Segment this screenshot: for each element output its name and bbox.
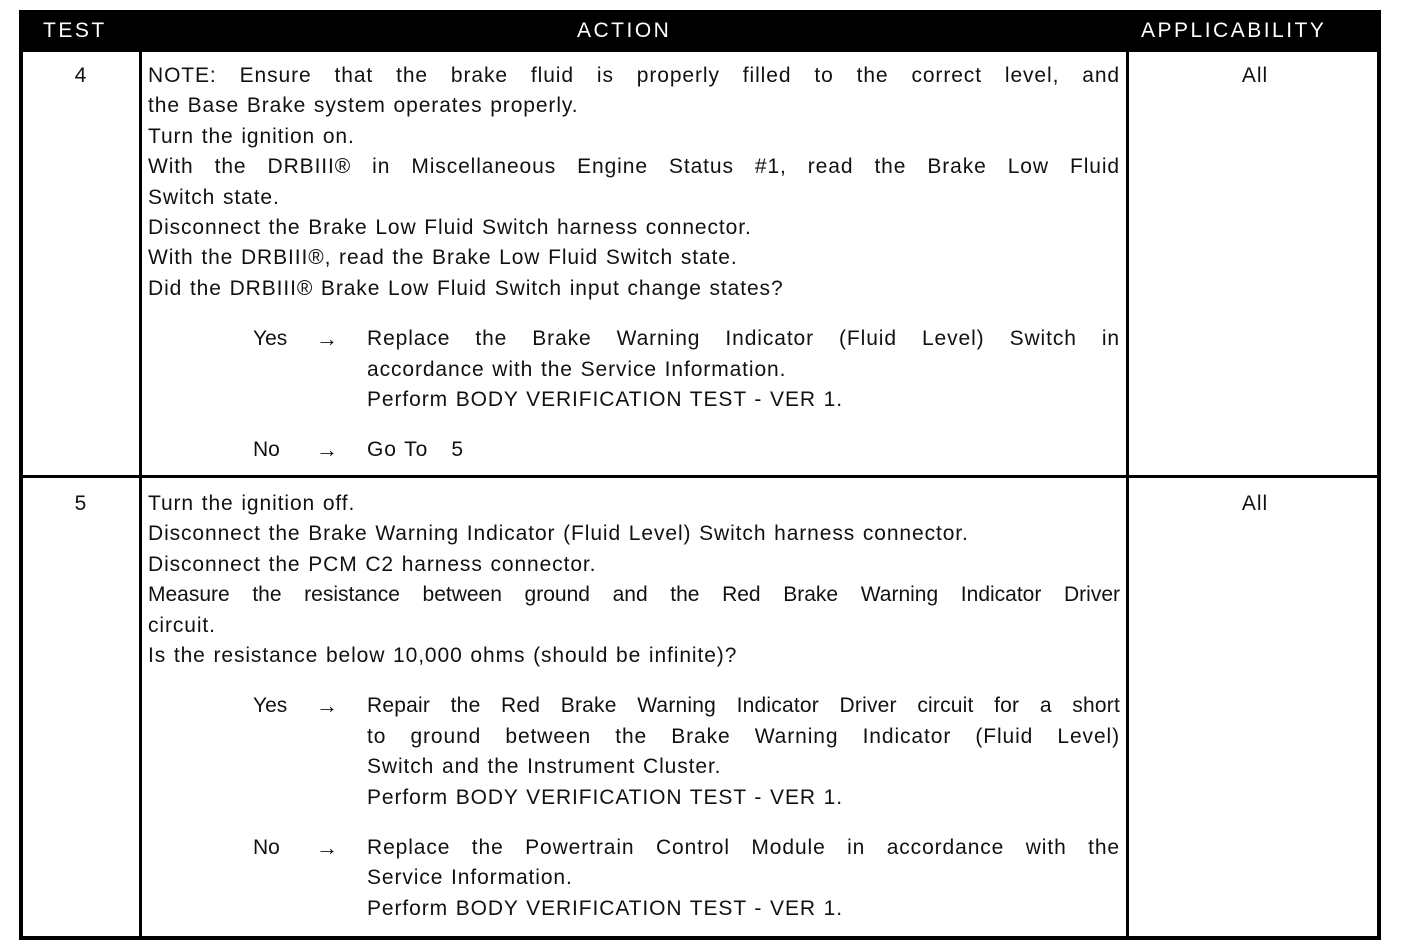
yes-label: Yes (253, 694, 288, 718)
arrow-right-icon: → (316, 326, 338, 352)
header-applicability: APPLICABILITY (1141, 19, 1327, 42)
no-label: No (253, 836, 280, 860)
yes-text (367, 691, 1120, 813)
action-line: circuit. (148, 613, 216, 637)
diagnostic-table (19, 10, 1381, 940)
answer-line: Service Information. (367, 866, 573, 890)
action-line: With the DRBIII®, read the Brake Low Fluid Switch state. (148, 246, 738, 270)
arrow-right-icon: → (316, 437, 338, 463)
yes-text (367, 324, 1120, 415)
action-line: Switch state. (148, 185, 280, 209)
action-line: Did the DRBIII® Brake Low Fluid Switch input change states? (148, 276, 784, 300)
applicability-cell: All (1241, 64, 1269, 87)
applicability-cell: All (1241, 492, 1269, 515)
header-test: TEST (43, 19, 107, 42)
action-line: Measure the resistance between ground and the Red Brake Warning Indicator Driver (148, 583, 1120, 607)
action-line: Is the resistance below 10,000 ohms (should be infinite)? (148, 644, 738, 668)
action-line: Turn the ignition off. (148, 492, 356, 515)
answer-line: Switch and the Instrument Cluster. (367, 755, 722, 779)
header-action: ACTION (577, 19, 672, 42)
arrow-right-icon: → (316, 835, 338, 861)
answer-line: to ground between the Brake Warning Indicator (Fluid Level) (367, 724, 1120, 748)
answer-line: Perform BODY VERIFICATION TEST - VER 1. (367, 388, 843, 412)
action-line: Disconnect the Brake Warning Indicator (Fluid Level) Switch harness connector. (148, 522, 969, 546)
test-number: 5 (74, 492, 88, 515)
action-line: NOTE: Ensure that the brake fluid is properly filled to the correct level, and (148, 64, 1120, 87)
no-label: No (253, 438, 280, 462)
action-line: the Base Brake system operates properly. (148, 94, 579, 118)
action-cell (148, 61, 1120, 466)
column-divider (139, 52, 142, 936)
action-line: Disconnect the Brake Low Fluid Switch harness connector. (148, 216, 752, 240)
answer-line: Replace the Powertrain Control Module in accordance with the (367, 836, 1120, 860)
yes-label: Yes (253, 327, 288, 351)
action-line: Disconnect the PCM C2 harness connector. (148, 552, 597, 576)
action-line: Turn the ignition on. (148, 124, 355, 148)
yes-answer (148, 691, 1120, 813)
answer-line: Go To 5 (367, 438, 464, 462)
no-text (367, 435, 1120, 465)
test-number: 4 (74, 64, 88, 87)
row-divider (23, 475, 1377, 478)
answer-line: accordance with the Service Information. (367, 357, 787, 381)
no-text (367, 833, 1120, 924)
answer-line: Repair the Red Brake Warning Indicator Driver circuit for a short (367, 694, 1120, 718)
answer-line: Replace the Brake Warning Indicator (Fluid Level) Switch in (367, 327, 1120, 351)
answer-line: Perform BODY VERIFICATION TEST - VER 1. (367, 785, 843, 809)
action-cell (148, 489, 1120, 924)
no-answer (148, 435, 1120, 465)
action-line: With the DRBIII® in Miscellaneous Engine Status #1, read the Brake Low Fluid (148, 155, 1120, 179)
arrow-right-icon: → (316, 693, 338, 719)
table-header (19, 10, 1381, 52)
yes-answer (148, 324, 1120, 415)
no-answer (148, 833, 1120, 924)
answer-line: Perform BODY VERIFICATION TEST - VER 1. (367, 896, 843, 920)
